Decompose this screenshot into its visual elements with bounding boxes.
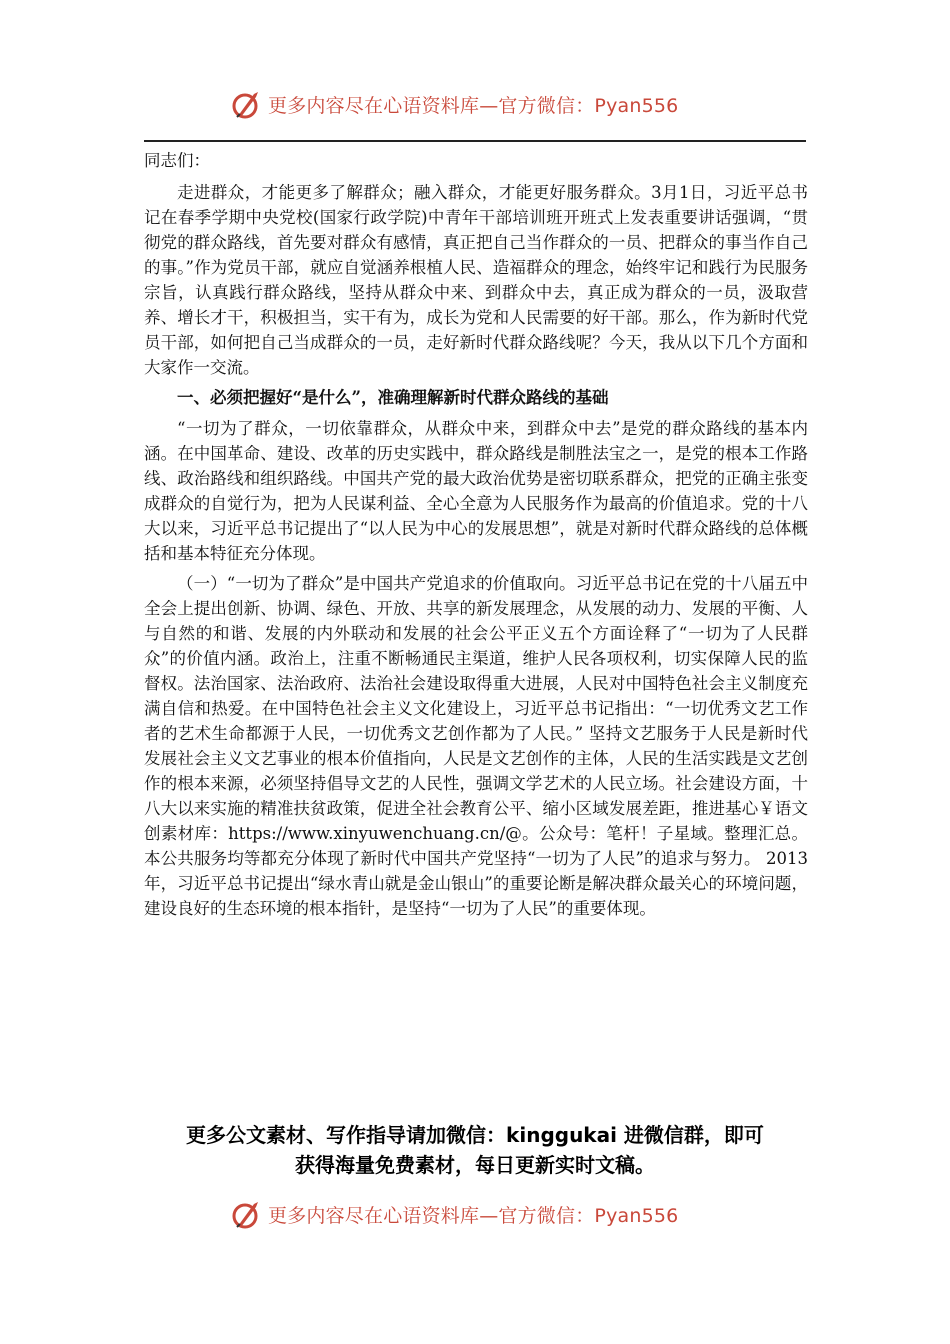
header-banner	[228, 86, 728, 122]
section-1-paragraph: “一切为了群众，一切依靠群众，从群众中来，到群众中去”是党的群众路线的基本内涵。在中国革命、建设、改革的历史实践中，群众路线是制胜法宝之一，是党的根本工作路线、政治路线和组织路线。中国共产党的最大政治优势是密切联系群众，把党的正确主张变成群众的自觉行为，把为人民谋利益、全心全意为人民服务作为最高的价值追求。党的十八大以来，习近平总书记提出了“以人民为中心的发展思想”，就是对新时代群众路线的总体概括和基本特征充分体现。	[144, 419, 808, 563]
footer-banner-wechat-id: Pyan556	[594, 1204, 679, 1227]
banner-label: 更多内容尽在心语资料库—官方微信：	[268, 94, 595, 117]
quill-logo-icon	[228, 86, 264, 122]
footer-banner	[228, 1196, 728, 1232]
banner-text	[268, 91, 678, 118]
promo-line-1: 更多公文素材、写作指导请加微信：kinggukai 进微信群，即可	[186, 1123, 764, 1147]
promo-notice	[130, 1120, 820, 1180]
greeting: 同志们：	[144, 151, 210, 170]
banner-wechat-id: Pyan556	[594, 94, 679, 117]
footer-banner-text	[268, 1201, 678, 1228]
subsection-1-paragraph: （一）“一切为了群众”是中国共产党追求的价值取向。习近平总书记在党的十八届五中全会上提出创新、协调、绿色、开放、共享的新发展理念，从发展的动力、发展的平衡、人与自然的和谐、发展的内外联动和发展的社会公平正义五个方面诠释了“一切为了人民群众”的价值内涵。政治上，注重不断畅通民主渠道，维护人民各项权利，切实保障人民的监督权。法治国家、法治政府、法治社会建设取得重大进展，人民对中国特色社会主义制度充满自信和热爱。在中国特色社会主义文化建设上，习近平总书记指出：“一切优秀文艺工作者的艺术生命都源于人民，一切优秀文艺创作都为了人民。” 坚持文艺服务于人民是新时代发展社会主义文艺事业的根本价值指向，人民是文艺创作的主体，人民的生活实践是文艺创作的根本来源，必须坚持倡导文艺的人民性，强调文学艺术的人民立场。社会建设方面，十八大以来实施的精准扶贫政策，促进全社会教育公平、缩小区域发展差距，推进基心￥语文创素材库：https://www.xinyuwenchuang.cn/@。公众号：笔杆！子星域。整理汇总。本公共服务均等都充分体现了新时代中国共产党坚持“一切为了人民”的追求与努力。 2013 年，习近平总书记提出“绿水青山就是金山银山”的重要论断是解决群众最关心的环境问题，建设良好的生态环境的根本指针，是坚持“一切为了人民”的重要体现。	[144, 574, 808, 918]
document-body	[144, 148, 808, 926]
promo-line-2: 获得海量免费素材，每日更新实时文稿。	[295, 1153, 655, 1177]
section-heading-1: 一、必须把握好“是什么”，准确理解新时代群众路线的基础	[177, 388, 609, 407]
header-divider	[144, 140, 806, 142]
footer-banner-label: 更多内容尽在心语资料库—官方微信：	[268, 1204, 595, 1227]
intro-paragraph: 走进群众，才能更多了解群众；融入群众，才能更好服务群众。3月1日，习近平总书记在春季学期中央党校(国家行政学院)中青年干部培训班开班式上发表重要讲话强调，“贯彻党的群众路线，首先要对群众有感情，真正把自己当作群众的一员、把群众的事当作自己的事。”作为党员干部，就应自觉涵养根植人民、造福群众的理念，始终牢记和践行为民服务宗旨，认真践行群众路线，坚持从群众中来、到群众中去，真正成为群众的一员，汲取营养、增长才干，积极担当，实干有为，成长为党和人民需要的好干部。那么，作为新时代党员干部，如何把自己当成群众的一员，走好新时代群众路线呢？今天，我从以下几个方面和大家作一交流。	[144, 183, 808, 377]
quill-logo-icon	[228, 1196, 264, 1232]
